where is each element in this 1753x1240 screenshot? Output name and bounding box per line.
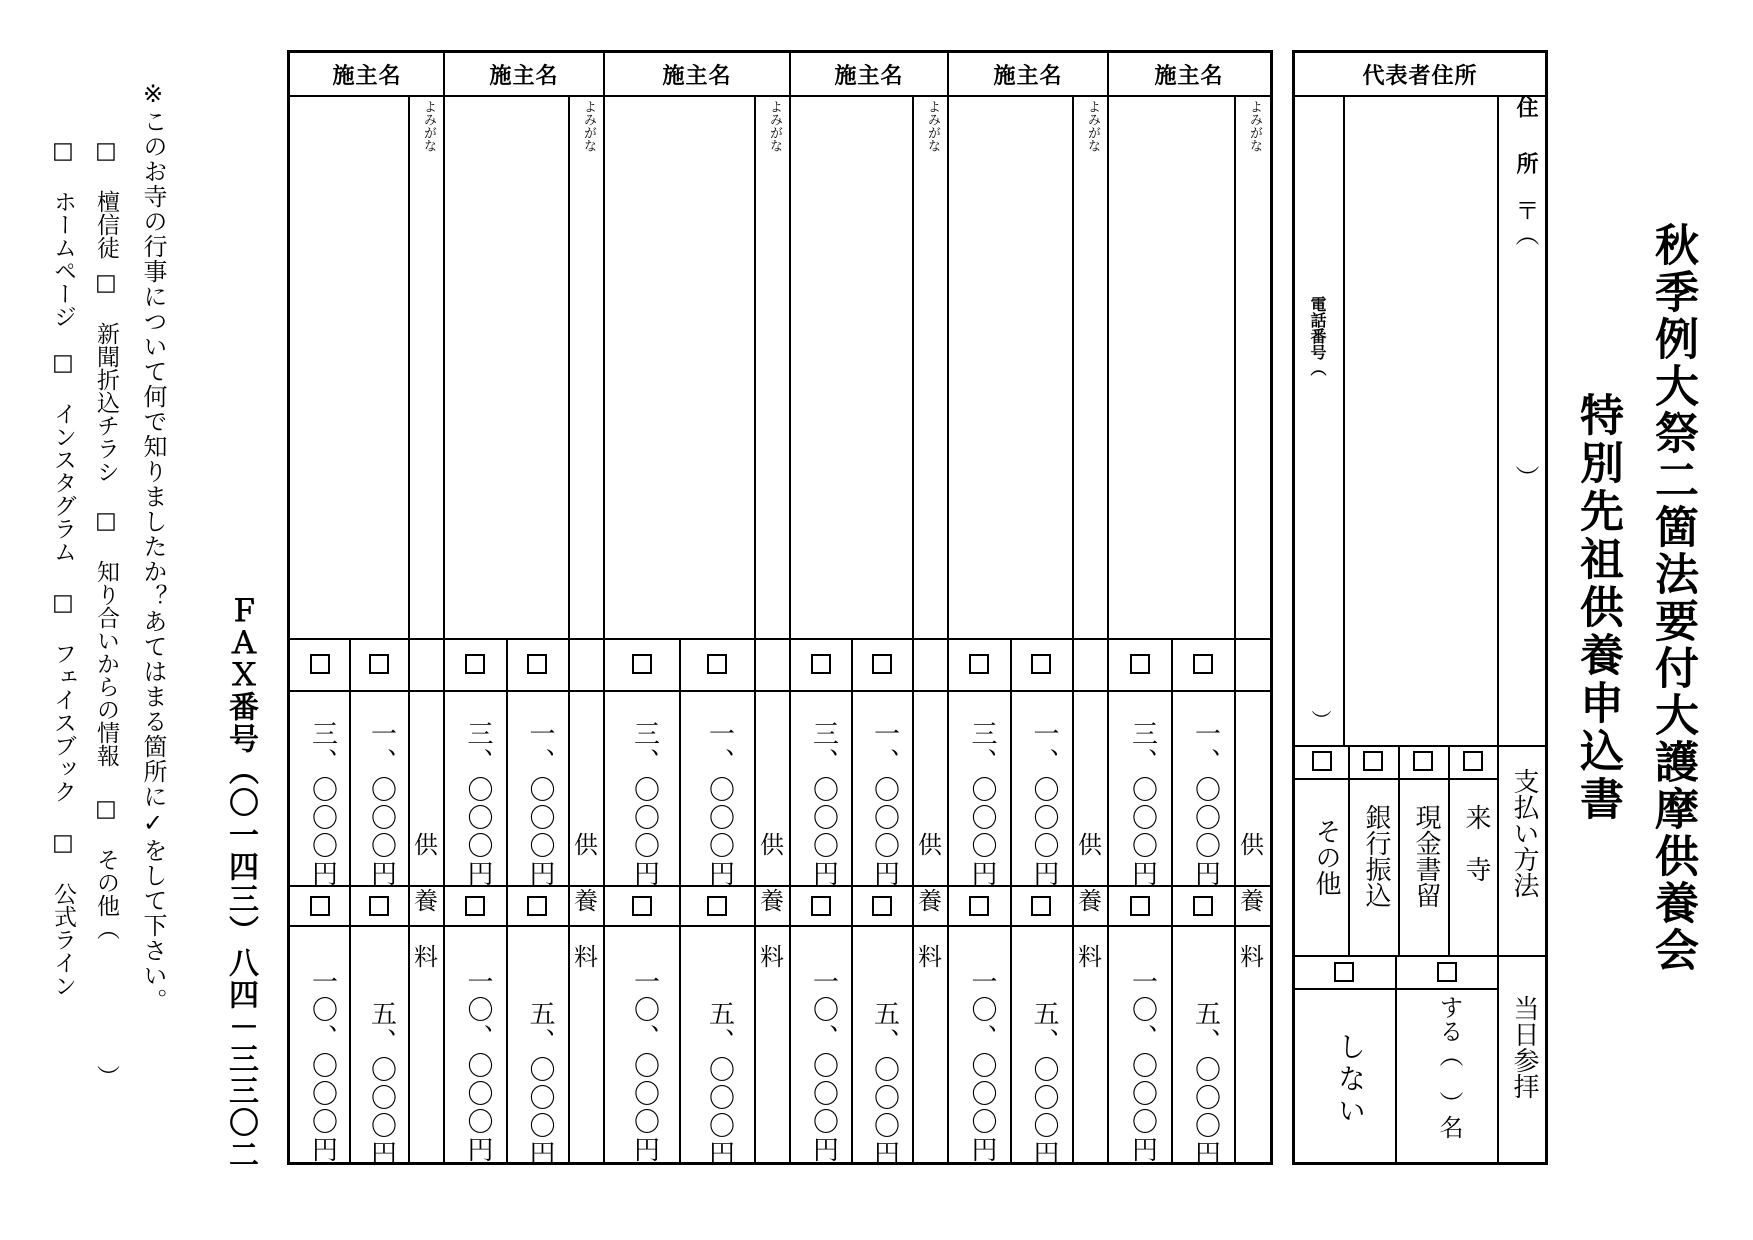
donor-2-check-1000[interactable] (527, 654, 547, 674)
address-field[interactable] (1345, 97, 1497, 745)
donor-1-amount-3000: 三、〇〇〇円 (307, 720, 338, 888)
donor-4-amount-10000: 一〇、〇〇〇円 (808, 968, 839, 1164)
payment-bank-checkbox[interactable] (1363, 751, 1383, 771)
donor-6-check-5000[interactable] (1193, 896, 1213, 916)
donor-2-check-10000[interactable] (465, 896, 485, 916)
donor-4-amount-5000: 五、〇〇〇円 (869, 1000, 900, 1168)
donor-header-1: 施主名 (332, 63, 402, 89)
donor-header-6: 施主名 (1154, 63, 1224, 89)
donor-6-check-3000[interactable] (1130, 654, 1150, 674)
donor-header-4: 施主名 (834, 63, 904, 89)
donor-5-offering-label: 供 養 料 (1078, 831, 1102, 971)
donor-2-amount-3000: 三、〇〇〇円 (463, 720, 493, 888)
donor-2-check-5000[interactable] (527, 896, 547, 916)
donor-4-amount-3000: 三、〇〇〇円 (808, 720, 839, 888)
donor-4-check-3000[interactable] (811, 654, 831, 674)
donor-1-check-3000[interactable] (310, 654, 330, 674)
donor-yomigana-label-5: よみがな (1085, 100, 1100, 152)
survey-option-instagram[interactable]: □ インスタグラム (50, 350, 76, 563)
donor-1-offering-label: 供 養 料 (414, 831, 438, 971)
donor-3-check-5000[interactable] (707, 896, 727, 916)
donor-2-amount-1000: 一、〇〇〇円 (525, 720, 555, 888)
donor-6-amount-10000: 一〇、〇〇〇円 (1127, 968, 1158, 1164)
donor-yomigana-label-1: よみがな (421, 100, 436, 152)
donor-6-amount-3000: 三、〇〇〇円 (1127, 720, 1158, 888)
donor-name-field-3[interactable] (604, 97, 754, 638)
donor-yomigana-label-4: よみがな (925, 100, 940, 152)
donor-yomigana-label-2: よみがな (581, 100, 596, 152)
donor-name-field-5[interactable] (948, 97, 1072, 638)
donor-1-check-1000[interactable] (369, 654, 389, 674)
survey-option-danshinto[interactable]: □ 檀信徒 (93, 138, 119, 259)
donor-5-amount-1000: 一、〇〇〇円 (1029, 720, 1059, 888)
donor-2-amount-5000: 五、〇〇〇円 (525, 1000, 555, 1168)
attend-label: 当日参拝 (1509, 995, 1539, 1099)
donor-name-field-2[interactable] (444, 97, 568, 638)
donor-header-5: 施主名 (993, 63, 1063, 89)
survey-option-facebook[interactable]: □ フェイスブック (50, 590, 76, 803)
attend-no-checkbox[interactable] (1334, 962, 1354, 982)
donor-name-field-4[interactable] (790, 97, 912, 638)
payment-option-other: その他 (1311, 818, 1341, 896)
donor-5-amount-3000: 三、〇〇〇円 (967, 720, 997, 888)
donor-3-amount-10000: 一〇、〇〇〇円 (629, 968, 660, 1164)
donor-1-amount-10000: 一〇、〇〇〇円 (307, 968, 338, 1164)
donor-header-2: 施主名 (489, 63, 559, 89)
page-subtitle: 特別先祖供養申込書 (1572, 392, 1623, 824)
survey-option-line[interactable]: □ 公式ライン (50, 830, 76, 997)
payment-label: 支払い方法 (1509, 768, 1539, 898)
donor-4-check-5000[interactable] (872, 896, 892, 916)
postal-close: ） (1511, 465, 1539, 489)
donor-1-check-10000[interactable] (310, 896, 330, 916)
payment-option-genkin: 現金書留 (1411, 804, 1441, 908)
donor-3-amount-3000: 三、〇〇〇円 (629, 720, 660, 888)
payment-other-checkbox[interactable] (1312, 751, 1332, 771)
attend-yes-checkbox[interactable] (1437, 962, 1457, 982)
donor-3-check-10000[interactable] (632, 896, 652, 916)
donor-5-check-1000[interactable] (1031, 654, 1051, 674)
donor-3-check-3000[interactable] (632, 654, 652, 674)
donor-name-field-1[interactable] (290, 97, 408, 638)
donor-3-check-1000[interactable] (707, 654, 727, 674)
survey-option-newspaper[interactable]: □ 新聞折込チラシ (93, 270, 119, 483)
representative-header: 代表者住所 (1362, 63, 1478, 89)
donor-yomigana-label-6: よみがな (1247, 100, 1262, 152)
payment-option-bank: 銀行振込 (1361, 804, 1391, 908)
donor-4-amount-1000: 一、〇〇〇円 (869, 720, 900, 888)
donor-5-amount-10000: 一〇、〇〇〇円 (967, 968, 997, 1164)
donor-5-check-10000[interactable] (969, 896, 989, 916)
donor-2-check-3000[interactable] (465, 654, 485, 674)
survey-option-other[interactable]: □ その他（ (93, 796, 119, 940)
donor-4-offering-label: 供 養 料 (918, 831, 942, 971)
donor-4-check-10000[interactable] (811, 896, 831, 916)
donor-header-3: 施主名 (662, 63, 732, 89)
survey-option-other-close: ） (93, 1065, 119, 1088)
survey-option-acquaintance[interactable]: □ 知り合いからの情報 (93, 508, 119, 767)
donor-5-amount-5000: 五、〇〇〇円 (1029, 1000, 1059, 1168)
donor-3-amount-5000: 五、〇〇〇円 (704, 1000, 735, 1168)
survey-question: ※このお寺の行事について何で知りましたか？あてはまる箇所に✓をして下さい。 (139, 80, 167, 1013)
donor-6-amount-1000: 一、〇〇〇円 (1190, 720, 1221, 888)
attend-no: しない (1334, 1032, 1367, 1128)
donor-3-amount-1000: 一、〇〇〇円 (704, 720, 735, 888)
donor-1-amount-5000: 五、〇〇〇円 (366, 1000, 397, 1168)
fax-number: ＦＡＸ番号（〇一四三）八四－三三〇二 (223, 595, 258, 1171)
page-title: 秋季例大祭二箇法要付大護摩供養会 (1647, 222, 1698, 974)
donor-5-check-3000[interactable] (969, 654, 989, 674)
phone-label: 電話番号（ (1308, 296, 1327, 376)
donor-2-amount-10000: 一〇、〇〇〇円 (463, 968, 493, 1164)
donor-yomigana-label-3: よみがな (767, 100, 782, 152)
donor-6-check-1000[interactable] (1193, 654, 1213, 674)
address-label: 住 所 (1513, 96, 1538, 180)
postal-mark: 〒（ (1511, 198, 1539, 246)
payment-raiji-checkbox[interactable] (1463, 751, 1483, 771)
donor-6-amount-5000: 五、〇〇〇円 (1190, 1000, 1221, 1168)
donor-3-offering-label: 供 養 料 (760, 831, 784, 971)
donor-name-field-6[interactable] (1108, 97, 1234, 638)
phone-close: ） (1308, 710, 1332, 730)
attend-yes: する（ ）名 (1435, 995, 1463, 1139)
donor-6-offering-label: 供 養 料 (1240, 831, 1264, 971)
payment-genkin-checkbox[interactable] (1413, 751, 1433, 771)
donor-2-offering-label: 供 養 料 (574, 831, 598, 971)
donor-5-check-5000[interactable] (1031, 896, 1051, 916)
donor-6-check-10000[interactable] (1130, 896, 1150, 916)
survey-option-homepage[interactable]: □ ホームページ (50, 138, 76, 328)
donor-4-check-1000[interactable] (872, 654, 892, 674)
payment-option-raiji: 来 寺 (1461, 804, 1491, 882)
donor-1-check-5000[interactable] (369, 896, 389, 916)
phone-field[interactable] (1297, 97, 1343, 745)
donor-1-amount-1000: 一、〇〇〇円 (366, 720, 397, 888)
